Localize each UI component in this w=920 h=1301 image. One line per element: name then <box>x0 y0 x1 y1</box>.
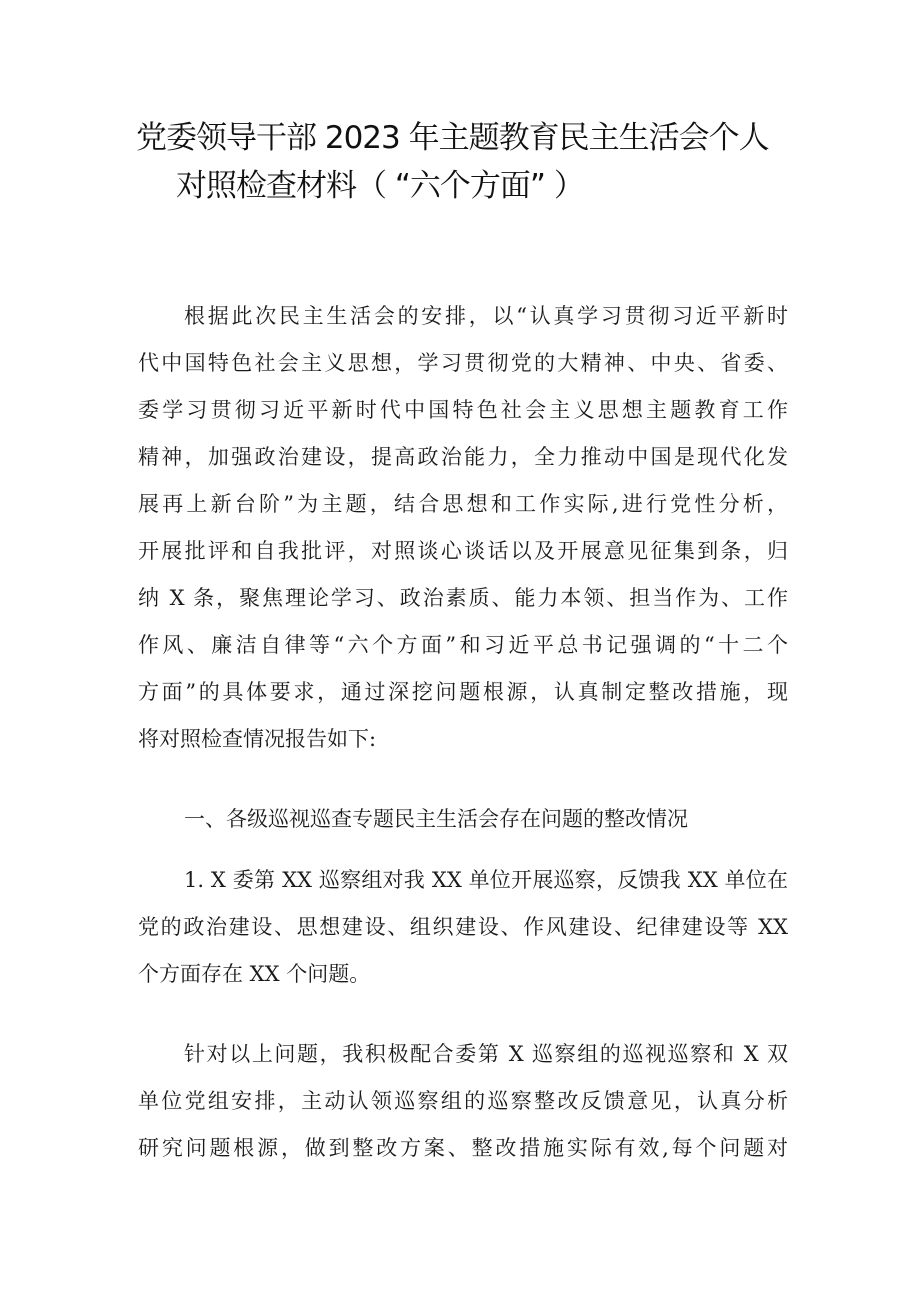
intro-line: 精神，加强政治建设，提高政治能力，全力推动中国是现代化发 <box>138 445 788 469</box>
item-1-line: 个方面存在 XX 个问题。 <box>138 962 371 986</box>
intro-line: 展再上新台阶”为主题，结合思想和工作实际,进行党性分析， <box>138 492 788 516</box>
intro-line: 作风、廉洁自律等“六个方面”和习近平总书记强调的“十二个 <box>138 633 788 657</box>
item-1-line: 党的政治建设、思想建设、组织建设、作风建设、纪律建设等 XX <box>138 915 788 939</box>
response-line: 单位党组安排，主动认领巡察组的巡察整改反馈意见，认真分析 <box>138 1089 788 1113</box>
intro-line: 根据此次民主生活会的安排，以“认真学习贯彻习近平新时 <box>184 304 788 328</box>
intro-line: 纳 X 条，聚焦理论学习、政治素质、能力本领、担当作为、工作 <box>138 586 788 610</box>
intro-line: 开展批评和自我批评，对照谈心谈话以及开展意见征集到条，归 <box>138 539 788 563</box>
intro-line: 方面”的具体要求，通过深挖问题根源，认真制定整改措施，现 <box>138 680 788 704</box>
response-line: 针对以上问题，我积极配合委第 X 巡察组的巡视巡察和 X 双 <box>184 1042 788 1066</box>
intro-line: 委学习贯彻习近平新时代中国特色社会主义思想主题教育工作 <box>138 398 788 422</box>
document-title-line-2: 对照检查材料（ “六个方面” ） <box>176 168 584 204</box>
section-heading-1: 一、各级巡视巡查专题民主生活会存在问题的整改情况 <box>184 807 688 831</box>
item-1-line: 1. X 委第 XX 巡察组对我 XX 单位开展巡察，反馈我 XX 单位在 <box>184 868 788 892</box>
intro-line: 代中国特色社会主义思想，学习贯彻党的大精神、中央、省委、 <box>138 351 788 375</box>
response-line: 研究问题根源，做到整改方案、整改措施实际有效,每个问题对 <box>138 1136 788 1160</box>
intro-line: 将对照检查情况报告如下: <box>138 727 377 751</box>
document-title-line-1: 党委领导干部 2023 年主题教育民主生活会个人 <box>136 120 769 156</box>
